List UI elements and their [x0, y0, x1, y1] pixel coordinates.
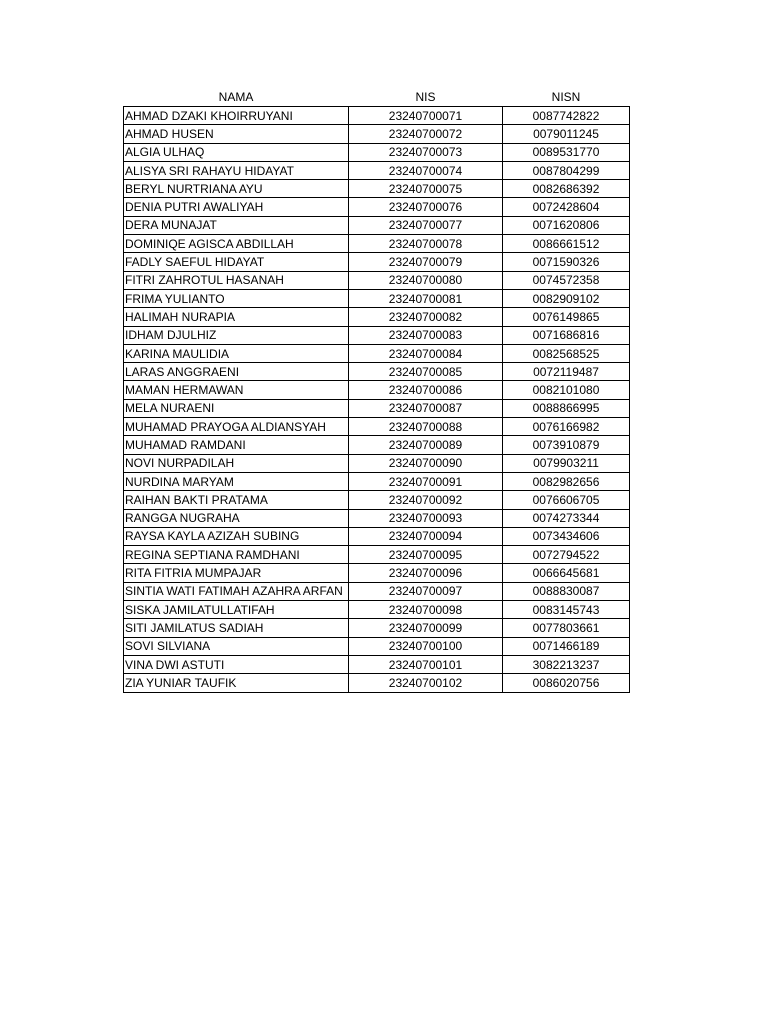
cell-nama: ZIA YUNIAR TAUFIK	[124, 674, 349, 692]
cell-nama: MELA NURAENI	[124, 399, 349, 417]
cell-nis: 23240700083	[349, 326, 503, 344]
table-row	[124, 271, 630, 289]
cell-nisn: 0082909102	[503, 289, 630, 307]
table-row	[124, 637, 630, 655]
table-row	[124, 546, 630, 564]
cell-nis: 23240700093	[349, 509, 503, 527]
cell-nisn: 0087804299	[503, 161, 630, 179]
cell-nis: 23240700092	[349, 491, 503, 509]
table-row	[124, 161, 630, 179]
cell-nisn: 0071686816	[503, 326, 630, 344]
cell-nisn: 0089531770	[503, 143, 630, 161]
cell-nisn: 0086020756	[503, 674, 630, 692]
cell-nisn: 0076606705	[503, 491, 630, 509]
table-row	[124, 418, 630, 436]
cell-nama: RITA FITRIA MUMPAJAR	[124, 564, 349, 582]
cell-nis: 23240700100	[349, 637, 503, 655]
cell-nama: MUHAMAD RAMDANI	[124, 436, 349, 454]
cell-nis: 23240700081	[349, 289, 503, 307]
table-row	[124, 399, 630, 417]
cell-nama: RAYSA KAYLA AZIZAH SUBING	[124, 527, 349, 545]
table-row	[124, 454, 630, 472]
cell-nis: 23240700085	[349, 363, 503, 381]
cell-nis: 23240700101	[349, 655, 503, 673]
cell-nis: 23240700084	[349, 344, 503, 362]
cell-nisn: 0072794522	[503, 546, 630, 564]
table-row	[124, 509, 630, 527]
cell-nis: 23240700072	[349, 125, 503, 143]
cell-nis: 23240700075	[349, 180, 503, 198]
cell-nisn: 0083145743	[503, 601, 630, 619]
cell-nis: 23240700089	[349, 436, 503, 454]
table-row	[124, 125, 630, 143]
table-row	[124, 216, 630, 234]
table-row	[124, 381, 630, 399]
cell-nis: 23240700076	[349, 198, 503, 216]
cell-nama: AHMAD DZAKI KHOIRRUYANI	[124, 107, 349, 125]
cell-nama: REGINA SEPTIANA RAMDHANI	[124, 546, 349, 564]
cell-nis: 23240700096	[349, 564, 503, 582]
cell-nis: 23240700090	[349, 454, 503, 472]
table-row	[124, 436, 630, 454]
cell-nama: KARINA MAULIDIA	[124, 344, 349, 362]
header-row	[124, 86, 630, 107]
table-header	[124, 86, 630, 107]
cell-nama: NURDINA MARYAM	[124, 472, 349, 490]
cell-nis: 23240700091	[349, 472, 503, 490]
cell-nama: HALIMAH NURAPIA	[124, 308, 349, 326]
cell-nisn: 0074273344	[503, 509, 630, 527]
cell-nis: 23240700078	[349, 235, 503, 253]
cell-nama: DENIA PUTRI AWALIYAH	[124, 198, 349, 216]
cell-nama: BERYL NURTRIANA AYU	[124, 180, 349, 198]
cell-nisn: 0077803661	[503, 619, 630, 637]
table-row	[124, 601, 630, 619]
cell-nisn: 0071590326	[503, 253, 630, 271]
table-body	[124, 107, 630, 693]
cell-nis: 23240700073	[349, 143, 503, 161]
cell-nis: 23240700077	[349, 216, 503, 234]
student-list-sheet	[123, 86, 630, 693]
cell-nisn: 0072428604	[503, 198, 630, 216]
cell-nisn: 0072119487	[503, 363, 630, 381]
cell-nisn: 0088830087	[503, 582, 630, 600]
cell-nisn: 0073910879	[503, 436, 630, 454]
cell-nisn: 0076149865	[503, 308, 630, 326]
cell-nis: 23240700098	[349, 601, 503, 619]
cell-nama: SOVI SILVIANA	[124, 637, 349, 655]
cell-nis: 23240700087	[349, 399, 503, 417]
table-row	[124, 363, 630, 381]
table-row	[124, 619, 630, 637]
table-row	[124, 527, 630, 545]
cell-nisn: 0079011245	[503, 125, 630, 143]
cell-nis: 23240700102	[349, 674, 503, 692]
cell-nisn: 0088866995	[503, 399, 630, 417]
table-row	[124, 308, 630, 326]
cell-nama: DERA MUNAJAT	[124, 216, 349, 234]
cell-nisn: 0066645681	[503, 564, 630, 582]
cell-nama: FRIMA YULIANTO	[124, 289, 349, 307]
cell-nisn: 0082982656	[503, 472, 630, 490]
cell-nama: FITRI ZAHROTUL HASANAH	[124, 271, 349, 289]
cell-nama: NOVI NURPADILAH	[124, 454, 349, 472]
cell-nis: 23240700086	[349, 381, 503, 399]
cell-nisn: 0087742822	[503, 107, 630, 125]
cell-nisn: 0071466189	[503, 637, 630, 655]
cell-nisn: 0082101080	[503, 381, 630, 399]
cell-nis: 23240700094	[349, 527, 503, 545]
table-row	[124, 235, 630, 253]
table-row	[124, 143, 630, 161]
table-row	[124, 180, 630, 198]
table-row	[124, 491, 630, 509]
header-nis: NIS	[415, 90, 436, 104]
table-row	[124, 674, 630, 692]
cell-nama: SISKA JAMILATULLATIFAH	[124, 601, 349, 619]
cell-nisn: 3082213237	[503, 655, 630, 673]
table-row	[124, 582, 630, 600]
table-row	[124, 344, 630, 362]
cell-nis: 23240700095	[349, 546, 503, 564]
cell-nis: 23240700071	[349, 107, 503, 125]
cell-nisn: 0082686392	[503, 180, 630, 198]
cell-nis: 23240700082	[349, 308, 503, 326]
header-nama: NAMA	[218, 90, 254, 104]
cell-nama: SINTIA WATI FATIMAH AZAHRA ARFAN	[124, 582, 349, 600]
table-row	[124, 472, 630, 490]
table-row	[124, 253, 630, 271]
cell-nama: MAMAN HERMAWAN	[124, 381, 349, 399]
cell-nama: ALGIA ULHAQ	[124, 143, 349, 161]
cell-nama: VINA DWI ASTUTI	[124, 655, 349, 673]
table-row	[124, 289, 630, 307]
cell-nama: RAIHAN BAKTI PRATAMA	[124, 491, 349, 509]
cell-nisn: 0079903211	[503, 454, 630, 472]
cell-nama: AHMAD HUSEN	[124, 125, 349, 143]
cell-nama: LARAS ANGGRAENI	[124, 363, 349, 381]
table-row	[124, 198, 630, 216]
cell-nama: ALISYA SRI RAHAYU HIDAYAT	[124, 161, 349, 179]
student-table	[123, 86, 630, 693]
cell-nis: 23240700099	[349, 619, 503, 637]
table-row	[124, 326, 630, 344]
cell-nama: DOMINIQE AGISCA ABDILLAH	[124, 235, 349, 253]
cell-nisn: 0074572358	[503, 271, 630, 289]
cell-nama: MUHAMAD PRAYOGA ALDIANSYAH	[124, 418, 349, 436]
cell-nisn: 0086661512	[503, 235, 630, 253]
cell-nisn: 0073434606	[503, 527, 630, 545]
cell-nis: 23240700088	[349, 418, 503, 436]
cell-nama: RANGGA NUGRAHA	[124, 509, 349, 527]
cell-nis: 23240700080	[349, 271, 503, 289]
cell-nama: IDHAM DJULHIZ	[124, 326, 349, 344]
table-row	[124, 655, 630, 673]
cell-nisn: 0082568525	[503, 344, 630, 362]
cell-nis: 23240700079	[349, 253, 503, 271]
cell-nisn: 0076166982	[503, 418, 630, 436]
cell-nama: FADLY SAEFUL HIDAYAT	[124, 253, 349, 271]
cell-nama: SITI JAMILATUS SADIAH	[124, 619, 349, 637]
table-row	[124, 107, 630, 125]
cell-nis: 23240700097	[349, 582, 503, 600]
cell-nis: 23240700074	[349, 161, 503, 179]
table-row	[124, 564, 630, 582]
header-nisn: NISN	[551, 90, 581, 104]
cell-nisn: 0071620806	[503, 216, 630, 234]
